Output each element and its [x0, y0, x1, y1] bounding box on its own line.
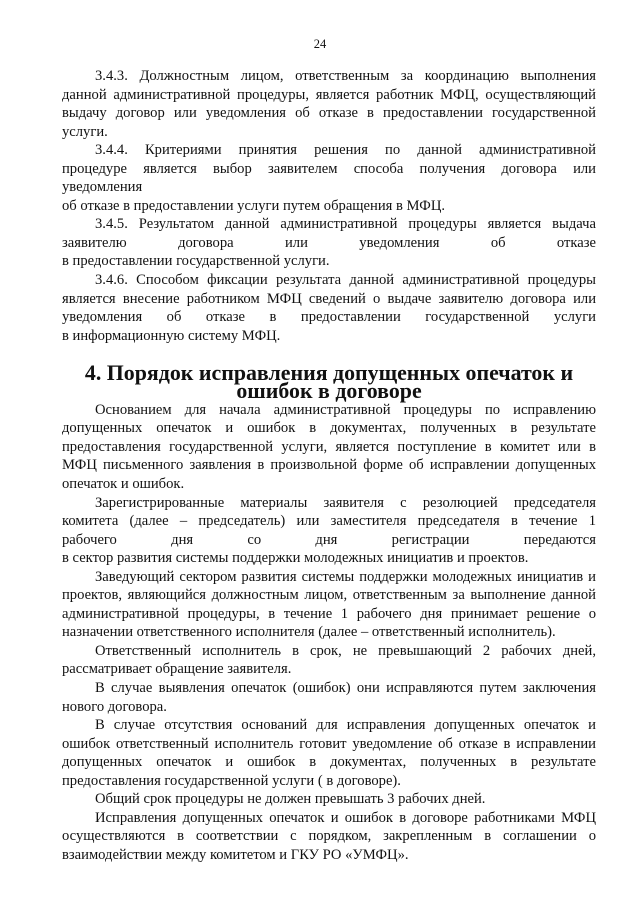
paragraph-line: рабочего дня со дня регистрации передаются	[62, 531, 596, 548]
paragraph: Ответственный исполнитель в срок, не превышающий 2 рабочих дней, рассматривает обращение заявителя.	[62, 642, 596, 678]
paragraph-line: комитета (далее – председатель) или заместителя председателя в течение 1	[62, 513, 596, 530]
paragraph: В случае выявления опечаток (ошибок) они исправляются путем заключения нового договора.	[62, 680, 596, 715]
paragraph-line: в информационную систему МФЦ.	[62, 327, 281, 344]
paragraph-line: уведомления об отказе в предоставлении государственной услуги	[62, 309, 596, 326]
paragraph: В случае отсутствия оснований для исправления допущенных опечаток и ошибок ответственный исполнитель готовит уведомление об отказе в исправлении допущенных опечаток и ошибок в документах, полученных в результате предоставления государственной услуги ( в договоре).	[62, 717, 596, 789]
paragraph-line: процедуре является выбор заявителем способа получения договора или	[62, 160, 596, 177]
paragraph: Основанием для начала административной процедуры по исправлению допущенных опечаток и ошибок в документах, полученных в результате предоставления государственной услуги, является поступление в комитет или в МФЦ письменного заявления в произвольной форме об исправлении допущенных опечаток и ошибок.	[62, 401, 596, 492]
paragraph: Заведующий сектором развития системы поддержки молодежных инициатив и проектов, являющийся должностным лицом, ответственным за выполнение данной административной процедуры, в течение 1 рабочего дня принимает решение о назначении ответственного исполнителя (далее – ответственный исполнитель).	[62, 568, 596, 641]
paragraph: Исправления допущенных опечаток и ошибок в договоре работниками МФЦ осуществляются в соответствии с порядком, закрепленным в соглашении о взаимодействии между комитетом и ГКУ РО «УМФЦ».	[62, 809, 596, 863]
paragraph-line: 3.4.5. Результатом данной административной процедуры является выдача	[95, 216, 596, 233]
paragraph-line: в сектор развития системы поддержки молодежных инициатив и проектов.	[62, 550, 529, 567]
paragraph-line: заявителю договора или уведомления об отказе	[62, 234, 596, 251]
paragraph-line: в предоставлении государственной услуги.	[62, 253, 330, 270]
paragraph-line: Зарегистрированные материалы заявителя с резолюцией председателя	[95, 494, 596, 511]
section-heading: 4. Порядок исправления допущенных опечаток и ошибок в договоре	[84, 359, 574, 404]
paragraph-line: 3.4.4. Критериями принятия решения по данной административной	[95, 142, 596, 159]
document-body	[62, 67, 596, 864]
paragraph-line: 3.4.6. Способом фиксации результата данной административной процедуры	[95, 272, 596, 289]
page-number: 24	[313, 37, 327, 51]
paragraph	[62, 271, 596, 345]
paragraph-line: уведомления	[62, 179, 143, 196]
paragraph	[62, 141, 596, 215]
paragraph-line: об отказе в предоставлении услуги путем обращения в МФЦ.	[62, 197, 446, 214]
paragraph	[62, 494, 596, 568]
paragraph	[62, 215, 596, 271]
paragraph: Общий срок процедуры не должен превышать 3 рабочих дней.	[95, 791, 486, 808]
paragraph-line: является внесение работником МФЦ сведений о выдаче заявителю договора или	[62, 290, 596, 307]
paragraph: 3.4.3. Должностным лицом, ответственным за координацию выполнения данной административной процедуры, является работник МФЦ, осуществляющий выдачу договор или уведомления об отказе в предоставлении государственной услуги.	[62, 68, 596, 140]
